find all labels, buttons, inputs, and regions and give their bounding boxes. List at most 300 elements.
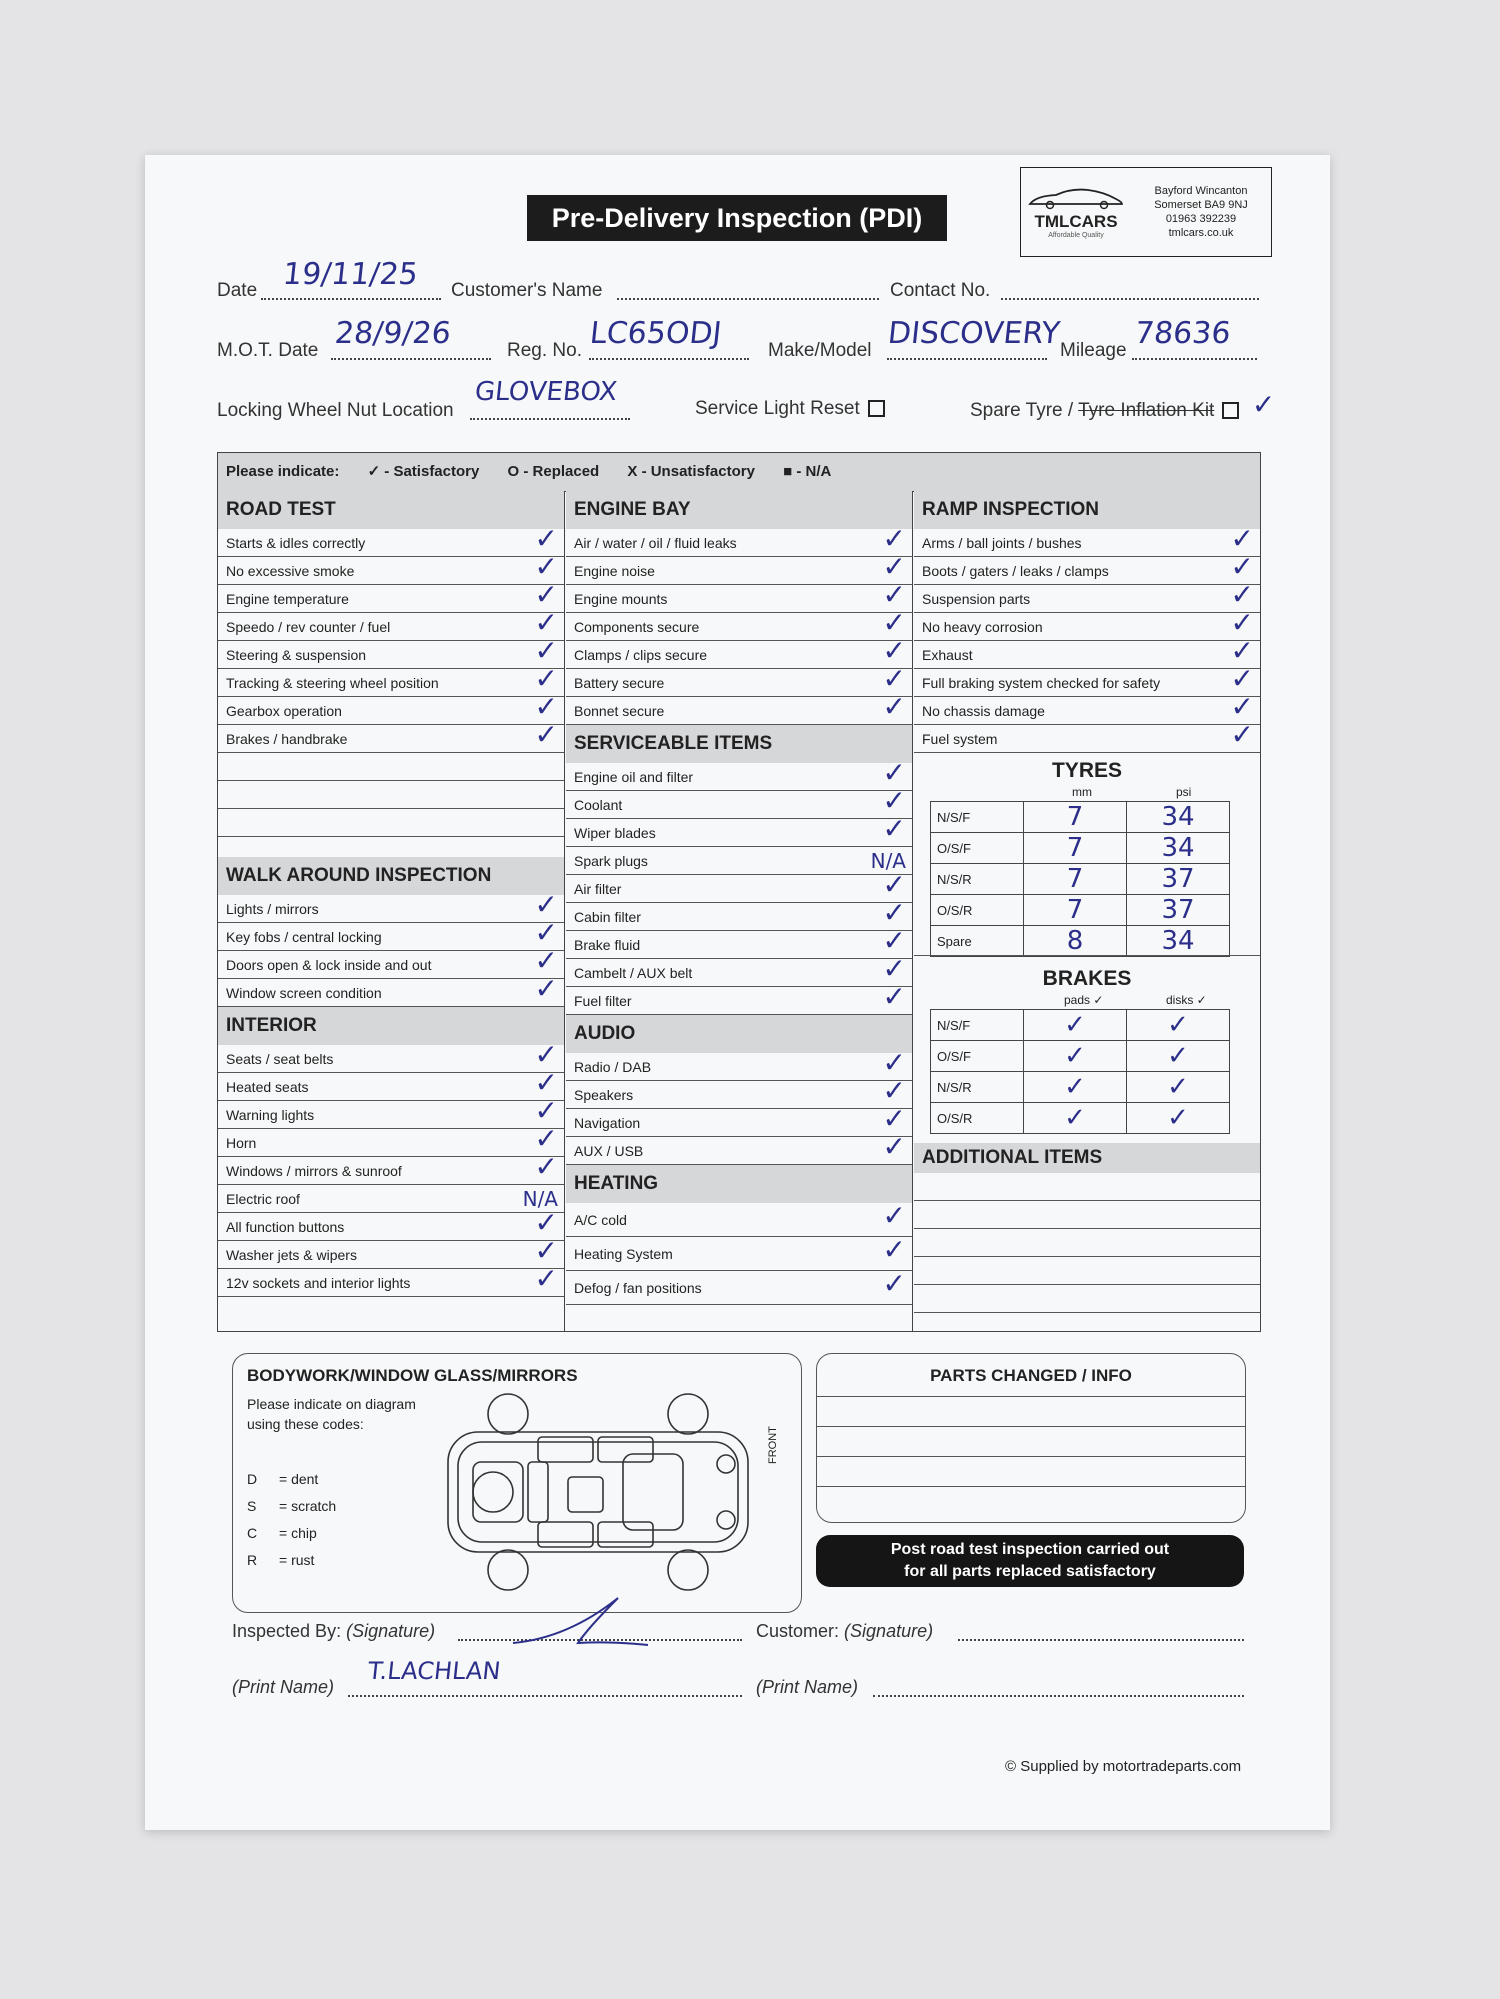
- row-label: Navigation: [574, 1115, 641, 1131]
- tick-mark: ✓: [882, 634, 906, 667]
- tyre-inflation-kit-struck: Tyre Inflation Kit: [1078, 400, 1215, 421]
- tick-mark: ✓: [534, 606, 558, 639]
- checklist-row[interactable]: [218, 916, 564, 951]
- brake-position: N/S/F: [931, 1010, 1024, 1041]
- signature-label: (Signature): [844, 1621, 934, 1641]
- tyre-position: O/S/R: [931, 895, 1024, 926]
- tick-mark: ✓: [534, 1206, 558, 1239]
- checklist-row[interactable]: [566, 1267, 912, 1305]
- tyre-psi[interactable]: 37: [1127, 895, 1230, 926]
- legend-item: O - Replaced: [507, 463, 600, 480]
- checklist-row[interactable]: [218, 1234, 564, 1269]
- legend-item: ✓ - Satisfactory: [367, 463, 480, 480]
- additional-row[interactable]: [914, 1229, 1260, 1257]
- customer-print-line[interactable]: [873, 1695, 1244, 1697]
- checklist-row[interactable]: [218, 1206, 564, 1241]
- checklist-row[interactable]: [218, 690, 564, 725]
- row-label: No chassis damage: [922, 703, 1045, 719]
- checklist-row[interactable]: [566, 896, 912, 931]
- tick-mark: ✓: [882, 522, 906, 555]
- checklist-row[interactable]: [218, 1262, 564, 1297]
- brake-row: [931, 1041, 1230, 1072]
- checklist-row[interactable]: [218, 972, 564, 1007]
- tyres-unit-psi: psi: [1176, 785, 1192, 799]
- checklist-row[interactable]: [914, 522, 1260, 557]
- address-line: Bayford Wincanton: [1154, 185, 1248, 197]
- brake-pads-tick[interactable]: ✓: [1024, 1072, 1127, 1103]
- brake-row: [931, 1010, 1230, 1041]
- tick-mark: ✓: [882, 924, 906, 957]
- row-label: Electric roof: [226, 1191, 300, 1207]
- code-letter: D: [247, 1471, 258, 1487]
- row-label: Defog / fan positions: [574, 1280, 702, 1296]
- date-value[interactable]: 19/11/25: [281, 257, 420, 292]
- mileage-line: [1132, 358, 1257, 360]
- row-label: No heavy corrosion: [922, 619, 1043, 635]
- tick-mark: ✓: [882, 1199, 906, 1232]
- checklist-row[interactable]: [566, 847, 912, 875]
- code-meaning: = chip: [279, 1525, 317, 1541]
- tyre-row: [931, 802, 1230, 833]
- blank-row[interactable]: [218, 753, 564, 781]
- checklist-row[interactable]: [218, 1150, 564, 1185]
- tick-mark: ✓: [534, 718, 558, 751]
- inspected-by: [232, 1621, 435, 1642]
- service-light-reset-label: Service Light Reset: [695, 398, 860, 419]
- tick-mark: ✓: [882, 1102, 906, 1135]
- tick-mark: ✓: [882, 578, 906, 611]
- tick-mark: ✓: [1230, 662, 1254, 695]
- make-model-line: [887, 358, 1047, 360]
- checklist-row[interactable]: [566, 756, 912, 791]
- section-heating-title: HEATING: [566, 1165, 912, 1203]
- row-label: Doors open & lock inside and out: [226, 957, 432, 973]
- tyre-psi[interactable]: 37: [1127, 864, 1230, 895]
- brake-pads-tick[interactable]: ✓: [1024, 1010, 1127, 1041]
- checklist-row[interactable]: [566, 606, 912, 641]
- mot-date-value[interactable]: 28/9/26: [333, 316, 453, 351]
- address-line: Somerset BA9 9NJ: [1154, 199, 1248, 211]
- tick-mark: ✓: [534, 888, 558, 921]
- parts-line[interactable]: [817, 1486, 1245, 1487]
- row-label: No excessive smoke: [226, 563, 355, 579]
- tick-mark: ✓: [1230, 634, 1254, 667]
- checklist-row[interactable]: [566, 952, 912, 987]
- banner-line: Post road test inspection carried out: [890, 1541, 1170, 1558]
- tyre-mm[interactable]: 7: [1024, 864, 1127, 895]
- section-road-test-title: ROAD TEST: [218, 491, 564, 529]
- inspector-print-value[interactable]: T.LACHLAN: [366, 1657, 502, 1685]
- row-label: Air filter: [574, 881, 622, 897]
- blank-row[interactable]: [218, 781, 564, 809]
- row-label: Warning lights: [226, 1107, 315, 1123]
- row-label: Cambelt / AUX belt: [574, 965, 693, 981]
- tick-mark: ✓: [534, 1150, 558, 1183]
- customer-signature-label: Customer:: [756, 1621, 840, 1641]
- tick-mark: ✓: [534, 578, 558, 611]
- checklist-row[interactable]: [218, 1066, 564, 1101]
- address-line: tmlcars.co.uk: [1168, 227, 1234, 239]
- form-title: Pre-Delivery Inspection (PDI): [527, 195, 947, 241]
- tick-mark: ✓: [534, 972, 558, 1005]
- section-audio-title: AUDIO: [566, 1015, 912, 1053]
- checklist-row[interactable]: [218, 718, 564, 753]
- inspected-by-label: Inspected By:: [232, 1621, 342, 1641]
- checklist-row[interactable]: [914, 662, 1260, 697]
- code-meaning: = scratch: [279, 1498, 337, 1514]
- row-label: Window screen condition: [226, 985, 382, 1001]
- row-label: Steering & suspension: [226, 647, 367, 663]
- tyre-row: [931, 833, 1230, 864]
- row-label: Clamps / clips secure: [574, 647, 708, 663]
- tick-mark: ✓: [534, 634, 558, 667]
- logo: [1021, 168, 1131, 256]
- tick-mark: ✓: [882, 980, 906, 1013]
- parts-changed-title: PARTS CHANGED / INFO: [930, 1366, 1132, 1385]
- code-meaning: = dent: [279, 1471, 319, 1487]
- service-light-reset[interactable]: [695, 398, 885, 420]
- checklist-row[interactable]: [566, 550, 912, 585]
- row-label: Heated seats: [226, 1079, 309, 1095]
- section-serviceable-title: SERVICEABLE ITEMS: [566, 725, 912, 763]
- additional-row[interactable]: [914, 1201, 1260, 1229]
- car-diagram-icon[interactable]: [438, 1392, 768, 1592]
- brake-row: [931, 1103, 1230, 1134]
- row-label: Full braking system checked for safety: [922, 675, 1161, 691]
- code-letter: S: [247, 1498, 257, 1514]
- row-label: All function buttons: [226, 1219, 345, 1235]
- row-label: Wiper blades: [574, 825, 656, 841]
- tyre-position: N/S/R: [931, 864, 1024, 895]
- tick-mark: ✓: [882, 896, 906, 929]
- parts-line[interactable]: [817, 1426, 1245, 1427]
- post-road-test-banner: [816, 1535, 1244, 1587]
- checklist-row[interactable]: [914, 550, 1260, 585]
- bodywork-title: BODYWORK/WINDOW GLASS/MIRRORS: [247, 1366, 578, 1385]
- parts-line[interactable]: [817, 1456, 1245, 1457]
- tyre-psi[interactable]: 34: [1127, 833, 1230, 864]
- tick-mark: ✓: [882, 952, 906, 985]
- brake-pads-tick[interactable]: ✓: [1024, 1041, 1127, 1072]
- row-label: Exhaust: [922, 647, 973, 663]
- row-label: Washer jets & wipers: [226, 1247, 357, 1263]
- row-label: Spark plugs: [574, 853, 648, 869]
- divider: [914, 955, 1260, 956]
- spare-tyre-checkbox[interactable]: [1222, 402, 1239, 419]
- bodywork-instruction: Please indicate on diagram: [247, 1396, 416, 1412]
- section-engine-bay-title: ENGINE BAY: [566, 491, 912, 529]
- row-label: Speedo / rev counter / fuel: [226, 619, 391, 635]
- checklist-row[interactable]: [218, 578, 564, 613]
- front-label: FRONT: [767, 1426, 779, 1464]
- tick-mark: ✓: [534, 522, 558, 555]
- tyre-position: N/S/F: [931, 802, 1024, 833]
- mileage-label: Mileage: [1060, 340, 1127, 361]
- row-label: Windows / mirrors & sunroof: [226, 1163, 402, 1179]
- additional-row[interactable]: [914, 1285, 1260, 1313]
- row-label: Coolant: [574, 797, 623, 813]
- brakes-title: BRAKES: [1042, 967, 1132, 990]
- column-ramp-tyres-brakes: [914, 491, 1260, 1331]
- additional-row[interactable]: [914, 1173, 1260, 1201]
- tick-mark: ✓: [1230, 690, 1254, 723]
- row-label: Radio / DAB: [574, 1059, 652, 1075]
- row-label: Tracking & steering wheel position: [226, 675, 439, 691]
- row-label: Brakes / handbrake: [226, 731, 348, 747]
- tick-mark: ✓: [1230, 606, 1254, 639]
- checklist-row[interactable]: [914, 718, 1260, 753]
- print-name-label: (Print Name): [756, 1677, 859, 1697]
- tick-mark: ✓: [534, 550, 558, 583]
- customer-name-label: Customer's Name: [451, 280, 603, 301]
- row-label: Seats / seat belts: [226, 1051, 334, 1067]
- tyre-row: [931, 895, 1230, 926]
- checklist-row[interactable]: [566, 522, 912, 557]
- na-mark: N/A: [522, 1187, 558, 1211]
- tick-mark: ✓: [882, 812, 906, 845]
- spare-tyre-tick: ✓: [1251, 389, 1276, 420]
- row-label: Fuel system: [922, 731, 998, 747]
- company-logo-box: [1020, 167, 1272, 257]
- signature-label: (Signature): [346, 1621, 436, 1641]
- checklist-row[interactable]: [914, 634, 1260, 669]
- tick-mark: ✓: [882, 1130, 906, 1163]
- brake-position: O/S/R: [931, 1103, 1024, 1134]
- row-label: Bonnet secure: [574, 703, 665, 719]
- tick-mark: ✓: [1230, 522, 1254, 555]
- tick-mark: ✓: [534, 1038, 558, 1071]
- tick-mark: ✓: [534, 944, 558, 977]
- spare-tyre[interactable]: [970, 389, 1276, 422]
- brake-position: O/S/F: [931, 1041, 1024, 1072]
- bodywork-codes: [247, 1466, 336, 1574]
- tyre-mm[interactable]: 7: [1024, 895, 1127, 926]
- tyres-table: [930, 801, 1230, 957]
- checklist-row[interactable]: [914, 578, 1260, 613]
- tick-mark: ✓: [882, 784, 906, 817]
- brake-disks-tick[interactable]: ✓: [1127, 1041, 1230, 1072]
- date-label: Date: [217, 280, 258, 301]
- checklist-row[interactable]: [566, 1130, 912, 1165]
- checklist-row[interactable]: [218, 944, 564, 979]
- code-letter: C: [247, 1525, 258, 1541]
- row-label: Key fobs / central locking: [226, 929, 382, 945]
- row-label: AUX / USB: [574, 1143, 644, 1159]
- row-label: Engine noise: [574, 563, 655, 579]
- brakes-col-disks: disks ✓: [1166, 993, 1207, 1007]
- checklist-row[interactable]: [566, 784, 912, 819]
- mileage-value[interactable]: 78636: [1133, 316, 1233, 351]
- tick-mark: ✓: [534, 1234, 558, 1267]
- code-meaning: = rust: [279, 1552, 315, 1568]
- tick-mark: ✓: [882, 1074, 906, 1107]
- customer-signature: [756, 1621, 933, 1642]
- checklist-row[interactable]: [218, 1038, 564, 1073]
- date-line: [261, 298, 441, 300]
- section-interior-title: INTERIOR: [218, 1007, 564, 1045]
- company-address: [1131, 168, 1271, 256]
- tyre-mm[interactable]: 7: [1024, 802, 1127, 833]
- make-model-value[interactable]: DISCOVERY: [886, 316, 1062, 351]
- checklist-row[interactable]: [566, 1233, 912, 1271]
- reg-no-label: Reg. No.: [507, 340, 582, 361]
- address-line: 01963 392239: [1165, 213, 1237, 225]
- tyre-row: [931, 926, 1230, 957]
- car-silhouette-icon: [1026, 186, 1126, 210]
- checklist-row[interactable]: [566, 578, 912, 613]
- row-label: Battery secure: [574, 675, 665, 691]
- row-label: Cabin filter: [574, 909, 641, 925]
- tick-mark: ✓: [882, 690, 906, 723]
- tyres-title: TYRES: [1051, 759, 1122, 782]
- parts-line[interactable]: [817, 1396, 1245, 1397]
- legend-bar: [218, 453, 1260, 492]
- row-label: Horn: [226, 1135, 257, 1151]
- na-mark: N/A: [870, 849, 906, 873]
- print-name-label: (Print Name): [232, 1677, 335, 1697]
- contact-label: Contact No.: [890, 280, 991, 301]
- mot-date-line: [331, 358, 491, 360]
- section-ramp-title: RAMP INSPECTION: [914, 491, 1260, 529]
- checklist-row[interactable]: [566, 980, 912, 1015]
- section-additional-title: ADDITIONAL ITEMS: [914, 1143, 1260, 1173]
- checklist-row[interactable]: [566, 812, 912, 847]
- pdi-form: [145, 155, 1330, 1830]
- row-label: Air / water / oil / fluid leaks: [574, 535, 737, 551]
- logo-name: TMLCARS: [1034, 211, 1118, 231]
- checklist-row[interactable]: [914, 606, 1260, 641]
- checklist-row[interactable]: [566, 1046, 912, 1081]
- customer-print-name: [756, 1677, 858, 1698]
- brakes-col-pads: pads ✓: [1064, 993, 1104, 1007]
- contact-line[interactable]: [1001, 298, 1259, 300]
- brakes-table: [930, 1009, 1230, 1134]
- checklist-row[interactable]: [218, 522, 564, 557]
- locking-wheel-nut-value[interactable]: GLOVEBOX: [473, 377, 619, 407]
- row-label: Components secure: [574, 619, 700, 635]
- checklist-row[interactable]: [566, 662, 912, 697]
- checklist-row[interactable]: [566, 1102, 912, 1137]
- tick-mark: ✓: [534, 690, 558, 723]
- inspector-signature-icon: [508, 1593, 668, 1653]
- tick-mark: ✓: [882, 868, 906, 901]
- tyre-mm[interactable]: 8: [1024, 926, 1127, 957]
- tyre-position: O/S/F: [931, 833, 1024, 864]
- row-label: 12v sockets and interior lights: [226, 1275, 411, 1291]
- tyre-psi[interactable]: 34: [1127, 926, 1230, 957]
- checklist-row[interactable]: [218, 606, 564, 641]
- brake-disks-tick[interactable]: ✓: [1127, 1103, 1230, 1134]
- code-letter: R: [247, 1552, 258, 1568]
- reg-no-line: [589, 358, 749, 360]
- inspector-print-line: [348, 1695, 742, 1697]
- row-label: Engine temperature: [226, 591, 349, 607]
- tick-mark: ✓: [882, 1267, 906, 1300]
- tick-mark: ✓: [1230, 718, 1254, 751]
- row-label: Engine mounts: [574, 591, 668, 607]
- checklist-row[interactable]: [566, 1074, 912, 1109]
- tyre-row: [931, 864, 1230, 895]
- row-label: Speakers: [574, 1087, 634, 1103]
- blank-row[interactable]: [218, 809, 564, 837]
- reg-no-value[interactable]: LC65ODJ: [588, 316, 724, 351]
- customer-name-line[interactable]: [617, 298, 879, 300]
- row-label: Heating System: [574, 1246, 673, 1262]
- row-label: Starts & idles correctly: [226, 535, 366, 551]
- service-light-reset-checkbox[interactable]: [868, 400, 885, 417]
- checklist-row[interactable]: [566, 924, 912, 959]
- checklist-row[interactable]: [566, 690, 912, 725]
- brake-position: N/S/R: [931, 1072, 1024, 1103]
- column-engine-service-audio-heating: [566, 491, 913, 1331]
- row-label: A/C cold: [574, 1212, 627, 1228]
- checklist-row[interactable]: [914, 690, 1260, 725]
- tick-mark: ✓: [882, 550, 906, 583]
- checklist-grid: [217, 452, 1261, 1697]
- legend-item: ■ - N/A: [783, 463, 832, 480]
- checklist-row[interactable]: [218, 888, 564, 923]
- column-road-walk-interior: [218, 491, 565, 1331]
- checklist-row[interactable]: [218, 1185, 564, 1213]
- tick-mark: ✓: [1230, 578, 1254, 611]
- locking-wheel-nut-label: Locking Wheel Nut Location: [217, 400, 454, 421]
- tyres-unit-mm: mm: [1072, 785, 1092, 799]
- banner-line: for all parts replaced satisfactory: [904, 1563, 1156, 1580]
- checklist-row[interactable]: [218, 1094, 564, 1129]
- tick-mark: ✓: [534, 662, 558, 695]
- section-walk-around-title: WALK AROUND INSPECTION: [218, 857, 564, 895]
- locking-wheel-nut-line: [470, 418, 630, 420]
- parts-changed-panel: [816, 1353, 1246, 1523]
- checklist-row[interactable]: [218, 550, 564, 585]
- legend-item: X - Unsatisfactory: [627, 463, 755, 480]
- legend-intro: Please indicate:: [226, 463, 340, 480]
- tick-mark: ✓: [882, 1046, 906, 1079]
- tyre-position: Spare: [931, 926, 1024, 957]
- row-label: Boots / gaters / leaks / clamps: [922, 563, 1109, 579]
- brake-disks-tick[interactable]: ✓: [1127, 1010, 1230, 1041]
- tick-mark: ✓: [882, 662, 906, 695]
- brake-row: [931, 1072, 1230, 1103]
- row-label: Lights / mirrors: [226, 901, 319, 917]
- checklist-row[interactable]: [566, 634, 912, 669]
- footer-credit: © Supplied by motortradeparts.com: [1005, 1758, 1242, 1775]
- checklist-row[interactable]: [218, 662, 564, 697]
- tyre-mm[interactable]: 7: [1024, 833, 1127, 864]
- row-label: Suspension parts: [922, 591, 1031, 607]
- row-label: Engine oil and filter: [574, 769, 694, 785]
- checklist-row[interactable]: [218, 634, 564, 669]
- checklist-row[interactable]: [566, 1199, 912, 1237]
- checklist-row[interactable]: [218, 1122, 564, 1157]
- tick-mark: ✓: [882, 756, 906, 789]
- row-label: Fuel filter: [574, 993, 632, 1009]
- tick-mark: ✓: [882, 606, 906, 639]
- tick-mark: ✓: [534, 916, 558, 949]
- row-label: Brake fluid: [574, 937, 641, 953]
- tyre-psi[interactable]: 34: [1127, 802, 1230, 833]
- additional-row[interactable]: [914, 1257, 1260, 1285]
- mot-date-label: M.O.T. Date: [217, 340, 319, 361]
- checklist-row[interactable]: [566, 868, 912, 903]
- brake-pads-tick[interactable]: ✓: [1024, 1103, 1127, 1134]
- logo-tagline: Affordable Quality: [1048, 231, 1104, 239]
- inspector-print-name: [232, 1677, 334, 1698]
- bodywork-panel: [232, 1353, 802, 1613]
- row-label: Arms / ball joints / bushes: [922, 535, 1082, 551]
- customer-signature-line[interactable]: [958, 1639, 1244, 1641]
- brake-disks-tick[interactable]: ✓: [1127, 1072, 1230, 1103]
